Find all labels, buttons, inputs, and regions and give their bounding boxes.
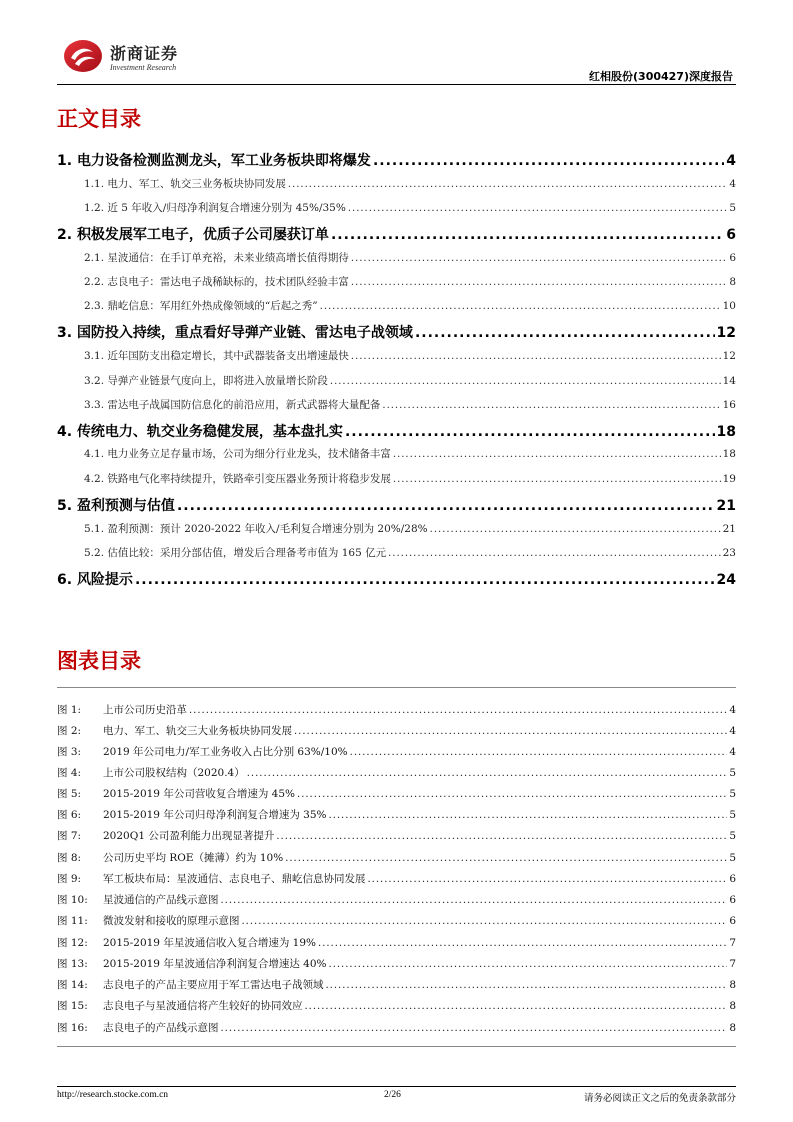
logo-mark-icon [62, 38, 104, 74]
figure-item[interactable]: 图 11: 微波发射和接收的原理示意图 ..... 6 [57, 913, 736, 928]
logo-english-name: Investment Research [110, 63, 177, 72]
footer-disclaimer: 请务必阅读正文之后的免责条款部分 [583, 1093, 736, 1104]
toc-subitem[interactable]: 4.1. 电力业务立足存量市场，公司为细分行业龙头，技术储备丰富 ..... 18 [84, 446, 736, 461]
toc-subitem[interactable]: 3.3. 雷达电子战属国防信息化的前沿应用，新式武器将大量配备 ..... 16 [84, 397, 736, 412]
figure-item[interactable]: 图 1: 上市公司历史沿革 ..... 4 [57, 702, 736, 717]
figure-item[interactable]: 图 10: 星波通信的产品线示意图 ..... 6 [57, 892, 736, 907]
toc-item[interactable]: 5. 盈利预测与估值 ..... 21 [57, 495, 736, 515]
toc-subitem[interactable]: 3.2. 导弹产业链景气度向上，即将进入放量增长阶段 ..... 14 [84, 373, 736, 388]
figure-item[interactable]: 图 4: 上市公司股权结构（2020.4） ..... 5 [57, 765, 736, 780]
figure-item[interactable]: 图 6: 2015-2019 年公司归母净利润复合增速为 35% ..... 5 [57, 807, 736, 822]
header-divider [57, 84, 736, 85]
figure-item[interactable]: 图 7: 2020Q1 公司盈利能力出现显著提升 ..... 5 [57, 828, 736, 843]
figures-title: 图表目录 [57, 649, 141, 673]
figures-bottom-divider [57, 1046, 736, 1047]
toc-subitem[interactable]: 1.1. 电力、军工、轨交三业务板块协同发展 ..... 4 [84, 176, 736, 191]
toc-subitem[interactable]: 2.2. 志良电子：雷达电子战稀缺标的，技术团队经验丰富 ..... 8 [84, 274, 736, 289]
footer-page-number: 2/26 [384, 1090, 401, 1100]
toc-item[interactable]: 6. 风险提示 ..... 24 [57, 569, 736, 589]
toc-item[interactable]: 3. 国防投入持续，重点看好导弹产业链、雷达电子战领域 ..... 12 [57, 322, 736, 342]
toc-subitem[interactable]: 3.1. 近年国防支出稳定增长，其中武器装备支出增速最快 ..... 12 [84, 348, 736, 363]
figure-item[interactable]: 图 2: 电力、军工、轨交三大业务板块协同发展 ..... 4 [57, 723, 736, 738]
report-title: 红相股份(300427)深度报告 [589, 70, 733, 83]
toc-subitem[interactable]: 5.1. 盈利预测：预计 2020-2022 年收入/毛利复合增速分别为 20%/28% ..... 21 [84, 521, 736, 536]
toc-subitem[interactable]: 1.2. 近 5 年收入/归母净利润复合增速分别为 45%/35% ..... 5 [84, 200, 736, 215]
figure-item[interactable]: 图 14: 志良电子的产品主要应用于军工雷达电子战领域 ..... 8 [57, 977, 736, 992]
toc-subitem[interactable]: 5.2. 估值比较：采用分部估值，增发后合理备考市值为 165 亿元 ..... 23 [84, 545, 736, 560]
footer-divider [57, 1086, 736, 1087]
toc-subitem[interactable]: 2.1. 星波通信：在手订单充裕，未来业绩高增长值得期待 ..... 6 [84, 250, 736, 265]
figure-item[interactable]: 图 12: 2015-2019 年星波通信收入复合增速为 19% ..... 7 [57, 935, 736, 950]
company-logo [62, 38, 182, 78]
toc-subitem[interactable]: 4.2. 铁路电气化率持续提升，铁路牵引变压器业务预计将稳步发展 ..... 19 [84, 471, 736, 486]
figures-divider [57, 687, 736, 688]
logo-chinese-name: 浙商证券 [110, 44, 179, 63]
toc-item[interactable]: 4. 传统电力、轨交业务稳健发展，基本盘扎实 ..... 18 [57, 421, 736, 441]
figure-item[interactable]: 图 5: 2015-2019 年公司营收复合增速为 45% ..... 5 [57, 786, 736, 801]
figure-item[interactable]: 图 3: 2019 年公司电力/军工业务收入占比分别 63%/10% ..... 4 [57, 744, 736, 759]
toc-subitem[interactable]: 2.3. 鼎屹信息：军用红外热成像领域的“后起之秀” ..... 10 [84, 298, 736, 313]
footer-url[interactable]: http://research.stocke.com.cn [57, 1090, 169, 1100]
figure-item[interactable]: 图 15: 志良电子与星波通信将产生较好的协同效应 ..... 8 [57, 998, 736, 1013]
figure-item[interactable]: 图 13: 2015-2019 年星波通信净利润复合增速达 40% ..... 7 [57, 956, 736, 971]
figure-item[interactable]: 图 16: 志良电子的产品线示意图 ..... 8 [57, 1020, 736, 1035]
toc-item[interactable]: 2. 积极发展军工电子，优质子公司屡获订单 ..... 6 [57, 224, 736, 244]
toc-item[interactable]: 1. 电力设备检测监测龙头，军工业务板块即将爆发 ..... 4 [57, 150, 736, 170]
figure-item[interactable]: 图 9: 军工板块布局：星波通信、志良电子、鼎屹信息协同发展 ..... 6 [57, 871, 736, 886]
toc-title: 正文目录 [57, 107, 141, 131]
figure-item[interactable]: 图 8: 公司历史平均 ROE（摊薄）约为 10% ..... 5 [57, 850, 736, 865]
